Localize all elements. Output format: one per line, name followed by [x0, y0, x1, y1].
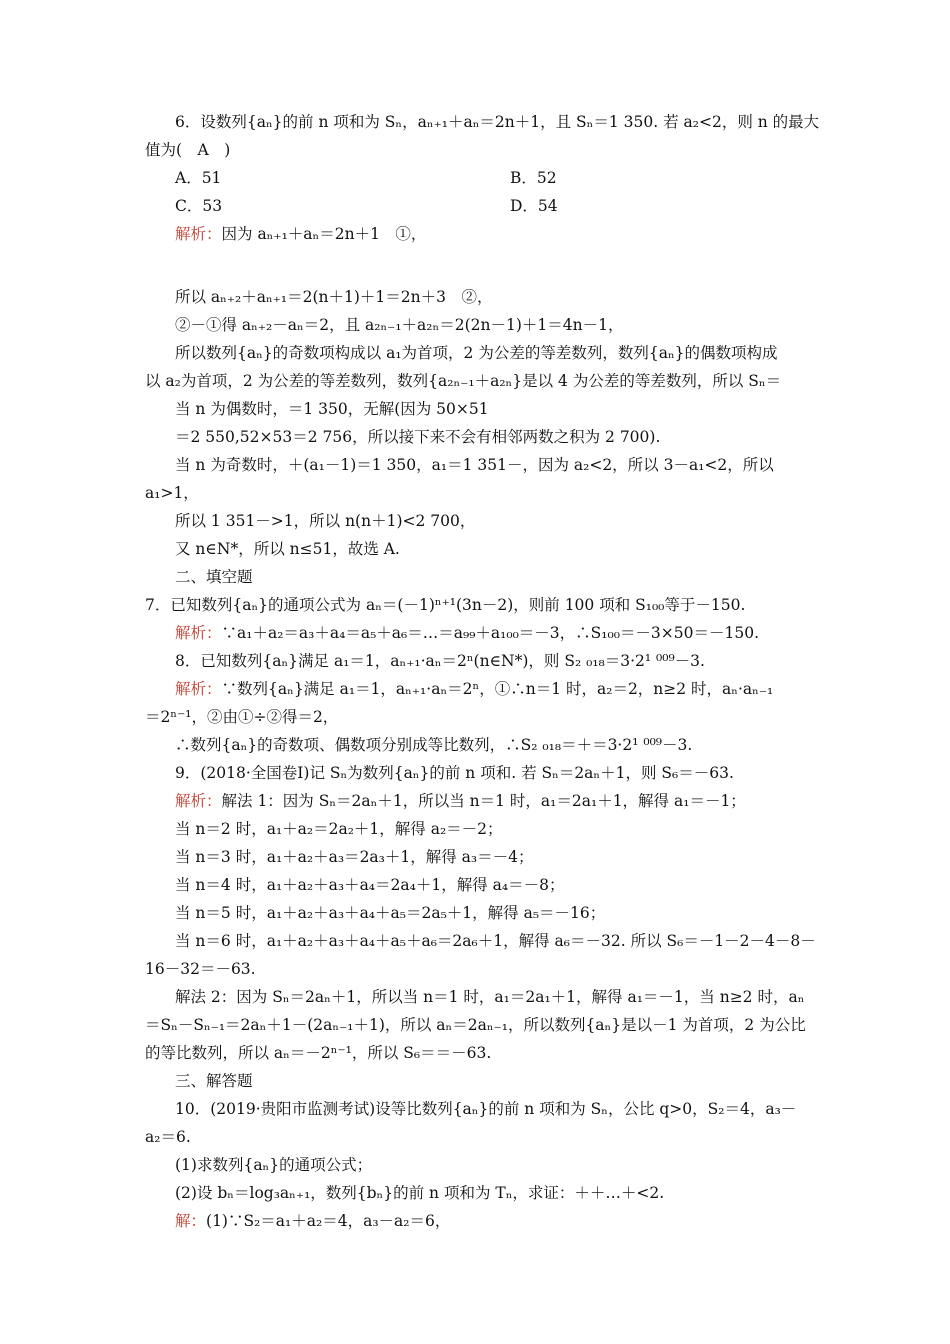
analysis-text: 因为 aₙ₊₁＋aₙ＝2n＋1 ①， — [221, 225, 427, 243]
analysis-label: 解析： — [175, 624, 222, 642]
analysis-label: 解析： — [175, 792, 222, 810]
analysis-line — [175, 1210, 450, 1232]
text-line: ∴数列{aₙ}的奇数项、偶数项分别成等比数列，∴S₂ ₀₁₈＝＋＝3·2¹ ⁰⁰⁹－3. — [175, 736, 693, 754]
text-line: 当 n＝5 时，a₁＋a₂＋a₃＋a₄＋a₅＝2a₅＋1，解得 a₅＝－16； — [175, 904, 606, 922]
text-line: 16－32＝－63. — [145, 960, 256, 978]
analysis-text: ∵a₁＋a₂＝a₃＋a₄＝a₅＋a₆＝…＝a₉₉＋a₁₀₀＝－3，∴S₁₀₀＝－3×50＝－150. — [221, 624, 759, 642]
text-line: 的等比数列，所以 aₙ＝－2ⁿ⁻¹，所以 S₆＝＝－63. — [145, 1044, 492, 1062]
text-line: a₂＝6. — [145, 1128, 191, 1146]
analysis-text: (1)∵S₂＝a₁＋a₂＝4，a₃－a₂＝6， — [206, 1212, 451, 1230]
text-line: 当 n＝4 时，a₁＋a₂＋a₃＋a₄＝2a₄＋1，解得 a₄＝－8； — [175, 876, 565, 894]
text-line: 解法 2：因为 Sₙ＝2aₙ＋1，所以当 n＝1 时，a₁＝2a₁＋1，解得 a₁＝－1，当 n≥2 时，aₙ — [175, 988, 805, 1006]
text-line: 以 a₂为首项，2 为公差的等差数列，数列{a₂ₙ₋₁＋a₂ₙ}是以 4 为公差的等差数列，所以 Sₙ＝ — [145, 372, 782, 390]
analysis-line — [175, 678, 773, 700]
text-line: 所以 aₙ₊₂＋aₙ₊₁＝2(n＋1)＋1＝2n＋3 ②， — [175, 288, 493, 306]
analysis-text: ∵数列{aₙ}满足 a₁＝1，aₙ₊₁·aₙ＝2ⁿ，①∴n＝1 时，a₂＝2，n≥2 时，aₙ·aₙ₋₁ — [221, 680, 774, 698]
text-line: 当 n 为偶数时，＝1 350，无解(因为 50×51 — [175, 400, 489, 418]
text-line: 6．设数列{aₙ}的前 n 项和为 Sₙ，aₙ₊₁＋aₙ＝2n＋1，且 Sₙ＝1 350. 若 a₂<2，则 n 的最大 — [175, 113, 820, 131]
text-line: 值为( A ) — [145, 141, 231, 159]
text-line: ＝2ⁿ⁻¹，②由①÷②得＝2， — [145, 708, 339, 726]
text-line: ②－①得 aₙ₊₂－aₙ＝2，且 a₂ₙ₋₁＋a₂ₙ＝2(2n－1)＋1＝4n－1， — [175, 316, 624, 334]
text-line: 当 n＝6 时，a₁＋a₂＋a₃＋a₄＋a₅＋a₆＝2a₆＋1，解得 a₆＝－32. 所以 S₆＝－1－2－4－8－ — [175, 932, 816, 950]
analysis-line — [175, 790, 746, 812]
text-line: (1)求数列{aₙ}的通项公式； — [175, 1156, 373, 1174]
text-line: 所以 1 351－>1，所以 n(n＋1)<2 700， — [175, 512, 476, 530]
choice-option: C．53 — [175, 197, 223, 215]
text-line: 10．(2019·贵阳市监测考试)设等比数列{aₙ}的前 n 项和为 Sₙ，公比 q>0，S₂＝4，a₃－ — [175, 1100, 797, 1118]
text-line: ＝Sₙ－Sₙ₋₁＝2aₙ＋1－(2aₙ₋₁＋1)，所以 aₙ＝2aₙ₋₁，所以数列{aₙ}是以－1 为首项，2 为公比 — [145, 1016, 806, 1034]
analysis-line — [175, 223, 426, 245]
text-line: 当 n 为奇数时，＋(a₁－1)＝1 350，a₁＝1 351－，因为 a₂<2，所以 3－a₁<2，所以 — [175, 456, 774, 474]
text-line: 三、解答题 — [175, 1072, 253, 1090]
text-line: 8．已知数列{aₙ}满足 a₁＝1，aₙ₊₁·aₙ＝2ⁿ(n∈N*)，则 S₂ ₀₁₈＝3·2¹ ⁰⁰⁹－3. — [175, 652, 705, 670]
choice-option: D．54 — [510, 197, 558, 215]
text-line: a₁>1， — [145, 484, 199, 502]
analysis-text: 解法 1：因为 Sₙ＝2aₙ＋1，所以当 n＝1 时，a₁＝2a₁＋1，解得 a₁＝－1； — [221, 792, 746, 810]
text-line: 9．(2018·全国卷Ⅰ)记 Sₙ为数列{aₙ}的前 n 项和. 若 Sₙ＝2aₙ＋1，则 S₆＝－63. — [175, 764, 734, 782]
analysis-label: 解： — [175, 1212, 207, 1230]
choice-option: A．51 — [175, 169, 222, 187]
text-line: ＝2 550,52×53＝2 756，所以接下来不会有相邻两数之积为 2 700). — [175, 428, 661, 446]
text-line: 当 n＝3 时，a₁＋a₂＋a₃＝2a₃＋1，解得 a₃＝－4； — [175, 848, 534, 866]
analysis-label: 解析： — [175, 225, 222, 243]
text-line: 当 n＝2 时，a₁＋a₂＝2a₂＋1，解得 a₂＝－2； — [175, 820, 503, 838]
choice-option: B．52 — [510, 169, 557, 187]
text-line: 又 n∈N*，所以 n≤51，故选 A. — [175, 540, 400, 558]
text-line: (2)设 bₙ＝log₃aₙ₊₁，数列{bₙ}的前 n 项和为 Tₙ，求证：＋＋…＋<2. — [175, 1184, 665, 1202]
text-line: 二、填空题 — [175, 568, 253, 586]
text-line: 7．已知数列{aₙ}的通项公式为 aₙ＝(－1)ⁿ⁺¹(3n－2)，则前 100 项和 S₁₀₀等于－150. — [145, 596, 746, 614]
analysis-line — [175, 622, 759, 644]
text-line: 所以数列{aₙ}的奇数项构成以 a₁为首项，2 为公差的等差数列，数列{aₙ}的偶数项构成 — [175, 344, 778, 362]
analysis-label: 解析： — [175, 680, 222, 698]
